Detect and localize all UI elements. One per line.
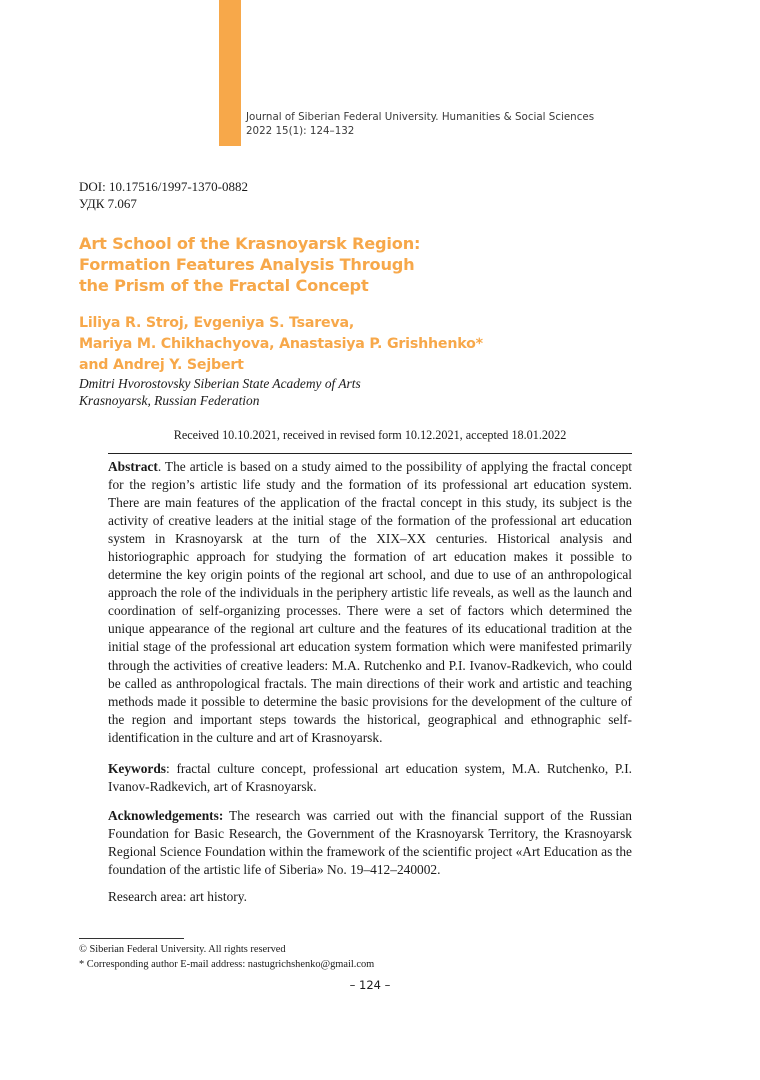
author-line: and Andrej Y. Sejbert bbox=[79, 357, 244, 373]
article-title bbox=[79, 233, 420, 296]
abstract-text: . The article is based on a study aimed to the possibility of applying the fractal concept for the region’s artistic life study and the formation of its professional art education system. There are main features of the application of the fractal concept in this study, its subject is the activity of creative leaders at the initial stage of the formation of the professional art education system in Krasnoyarsk at the turn of the XIX–XX centuries. Historical analysis and historiographic approach for studying the formation of art education makes it possible to determine the key origin points of the regional art school, and due to use of an anthropological approach the role of the individuals in the periphery artistic life reveals, as well as the launch and coordination of self-organizing processes. There were a set of factors which determined the unique appearance of the regional art culture and the features of its educational tradition at the initial stage of the professional art education system formation which were manifested primarily through the activities of creative leaders: M.A. Rutchenko and P.I. Ivanov-Radkevich, who could be called as anthropological fractals. The main directions of their work and artistic and teaching methods made it possible to determine the basic provisions for the development of the culture of the region and important steps towards the historical, geographical and ethnographic self-identification in the culture and art of Krasnoyarsk. bbox=[108, 459, 632, 745]
author-list bbox=[79, 313, 483, 376]
journal-issue: 2022 15(1): 124–132 bbox=[246, 125, 355, 137]
affiliation bbox=[79, 375, 361, 409]
keywords-paragraph bbox=[108, 760, 632, 796]
title-line: Art School of the Krasnoyarsk Region: bbox=[79, 234, 421, 253]
acknowledgements-text: The research was carried out with the financial support of the Russian Foundation for Basic Research, the Government of the Krasnoyarsk Territory, the Krasnoyarsk Regional Science Foundation within the framework of the scientific project «Art Education as the foundation of the artistic life of Siberia» No. 19–412–240002. bbox=[108, 808, 632, 878]
acknowledgements-label: Acknowledgements: bbox=[108, 808, 224, 823]
doi-line: DOI: 10.17516/1997-1370-0882 bbox=[79, 179, 248, 194]
page-number: – 124 – bbox=[349, 978, 391, 992]
article-identifiers bbox=[79, 178, 248, 212]
copyright-note: © Siberian Federal University. All rights reserved bbox=[79, 944, 286, 955]
journal-accent-bar bbox=[219, 0, 241, 146]
section-divider bbox=[108, 453, 632, 454]
footnotes bbox=[79, 942, 374, 972]
keywords-label: Keywords bbox=[108, 761, 167, 776]
corresponding-author-note: * Corresponding author E-mail address: nastugrichshenko@gmail.com bbox=[79, 959, 375, 970]
journal-name: Journal of Siberian Federal University. Humanities & Social Sciences bbox=[246, 111, 595, 123]
author-line: Liliya R. Stroj, Evgeniya S. Tsareva, bbox=[79, 315, 355, 331]
title-line: the Prism of the Fractal Concept bbox=[79, 276, 369, 295]
author-line: Mariya M. Chikhachyova, Anastasiya P. Grishhenko* bbox=[79, 336, 483, 352]
title-line: Formation Features Analysis Through bbox=[79, 255, 415, 274]
keywords-text: : fractal culture concept, professional art education system, M.A. Rutchenko, P.I. Ivanov-Radkevich, art of Krasnoyarsk. bbox=[108, 761, 632, 795]
affiliation-institution: Dmitri Hvorostovsky Siberian State Academy of Arts bbox=[79, 376, 361, 391]
journal-header bbox=[246, 110, 594, 138]
udk-line: УДК 7.067 bbox=[79, 196, 137, 211]
received-dates: Received 10.10.2021, received in revised form 10.12.2021, accepted 18.01.2022 bbox=[173, 428, 567, 442]
acknowledgements-paragraph bbox=[108, 807, 632, 879]
abstract-label: Abstract bbox=[108, 459, 158, 474]
affiliation-location: Krasnoyarsk, Russian Federation bbox=[79, 393, 260, 408]
footnote-divider bbox=[79, 938, 184, 939]
research-area: Research area: art history. bbox=[108, 889, 247, 904]
abstract-paragraph bbox=[108, 458, 632, 747]
